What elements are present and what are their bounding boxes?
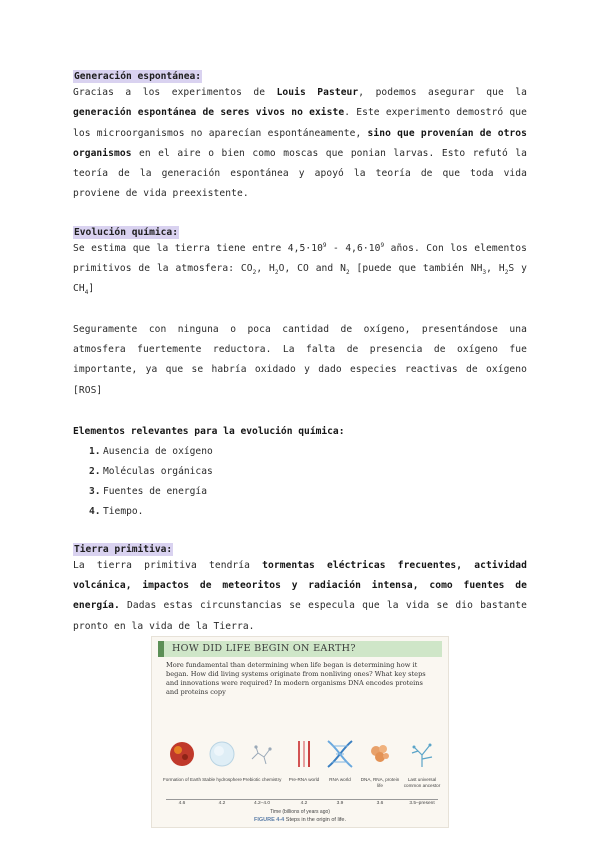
stage-label: Pre-RNA world [288, 777, 320, 782]
time-value: 3.6 [376, 801, 384, 806]
origin-of-life-figure [151, 636, 449, 828]
time-value: 4.2 [300, 801, 308, 806]
section-generacion [73, 70, 527, 205]
stage-label: RNA world [329, 777, 351, 782]
time-value: 4.6 [178, 801, 186, 806]
heading-generacion: Generación espontánea: [74, 71, 202, 82]
list-item: 3. Fuentes de energía [89, 485, 207, 497]
heading-evolucion: Evolución química: [74, 226, 178, 238]
stage-label: Stable hydrosphere [202, 777, 242, 782]
dna-helix-icon [322, 737, 358, 771]
earth-formation-icon [164, 737, 200, 771]
time-value: 4.2–4.0 [253, 801, 270, 806]
list-item: 2. Moléculas orgánicas [89, 465, 213, 477]
prebiotic-chemistry-icon [244, 737, 280, 771]
stage-label: Prebiotic chemistry [242, 777, 282, 782]
time-axis [166, 799, 438, 800]
protein-life-icon [362, 737, 398, 771]
section-evolucion [73, 226, 527, 401]
time-axis-label: Time (billions of years ago) [270, 809, 330, 815]
paragraph-evolucion-1: Se estima que la tierra tiene entre $4,5\cdot 10^9 - 4,6\cdot 10^9$ años. Con los elementos primitivos de la atmosfera: $CO_2$, $H_2O$, CO and $N_2$ [puede que también $NH_3$, $H_2S$ y $CH_4$] [73, 241, 527, 297]
paragraph-tierra: La tierra primitiva tendría tormentas eléctricas frecuentes, actividad volcánica, impactos de meteoritos y radiación intensa, como fuentes de energía. Dadas estas circunstancias se especula que la vida se dio bastante pronto en la vida de la Tierra. [73, 559, 527, 632]
section-tierra [73, 543, 527, 637]
list-item: 4. Tiempo. [89, 505, 144, 517]
section-elementos [73, 422, 527, 522]
pre-rna-world-icon [286, 737, 322, 771]
heading-tierra: Tierra primitiva: [74, 543, 173, 555]
document-page [73, 70, 527, 637]
figure-caption: FIGURE 4-4 Steps in the origin of life. [253, 817, 347, 823]
paragraph-generacion: Gracias a los experimentos de Louis Pasteur, podemos asegurar que la generación espontánea de seres vivos no existe. Este experimento demostró que los microorganismos no aparecían espontáneamente, sino que provenían de otros organismos en el aire o bien como moscas que ponian larvas. Esto refutó la teoría de la generación espontánea y apoyó la teoría de que toda vida proviene de vida preexistente. [73, 87, 527, 200]
stage-label: Formation of Earth [162, 777, 202, 782]
list-item: 1. Ausencia de oxígeno [89, 445, 213, 457]
figure-title-bar [158, 641, 442, 657]
common-ancestor-icon [404, 737, 440, 771]
stage-label: DNA, RNA, protein life [360, 777, 400, 788]
figure-text: More fundamental than determining when life began is determining how it began. How did living systems originate from nonliving ones? What key steps and innovations were required? In modern organisms DNA encodes proteins and proteins copy [166, 661, 426, 696]
time-values [160, 801, 442, 809]
elementos-list [73, 442, 527, 522]
heading-elementos: Elementos relevantes para la evolución química: [73, 425, 345, 437]
time-value: 3.9 [336, 801, 344, 806]
figure-title: HOW DID LIFE BEGIN ON EARTH? [172, 643, 356, 654]
paragraph-evolucion-2: Seguramente con ninguna o poca cantidad de oxígeno, presentándose una atmosfera fuertemente reductora. La falta de presencia de oxígeno fue importante, ya que se habría oxidado y dado especies reactivas de oxígeno [ROS] [73, 323, 527, 396]
time-value: 3.5–present [409, 801, 435, 806]
hydrosphere-icon [204, 737, 240, 771]
stage-labels [160, 777, 442, 797]
time-value: 4.2 [218, 801, 226, 806]
stage-label: Last universal common ancestor [403, 777, 441, 788]
